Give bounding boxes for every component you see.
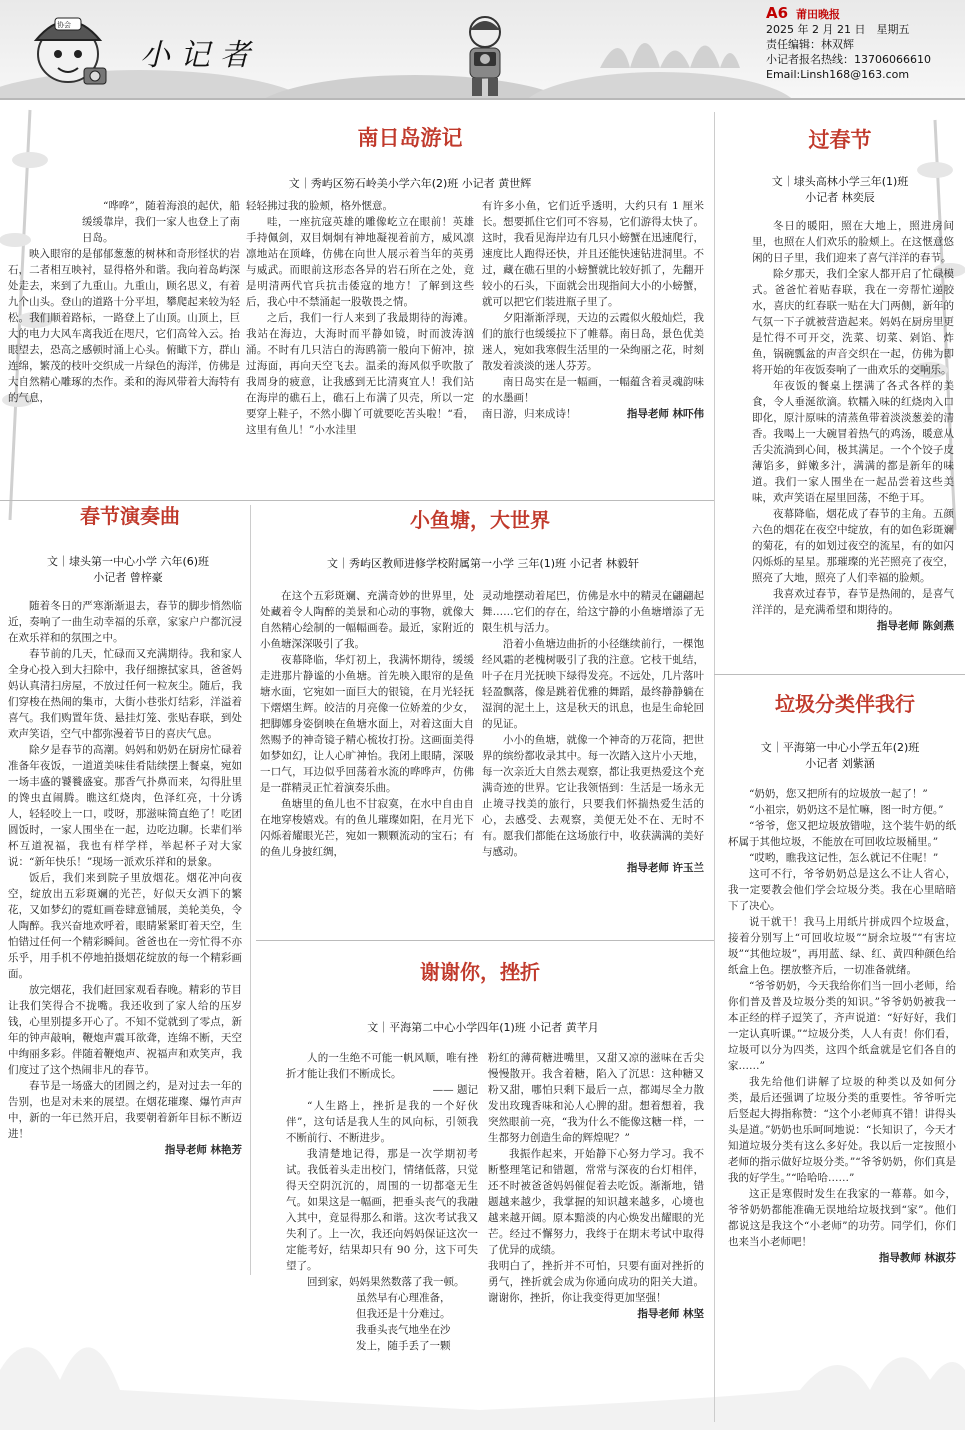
paragraph: 哇，一座抗寇英雄的雕像屹立在眼前！英雄手持佩剑，双目炯炯有神地凝视着前方，威风凛凛地站在顶峰，仿佛在向世人展示着当年的英勇与威武。而眼前这形态各异的岩石所在之处，竟是明清两代官兵抗击倭寇的地方！了解到这些后，我心中不禁涌起一股敬畏之情。: [246, 216, 474, 308]
paragraph: 我喜欢过春节，春节是热闹的，是喜气洋洋的，是充满希望和期待的。: [752, 588, 954, 616]
paragraph: 夜幕降临，华灯初上，我满怀期待，缓缓走进那片静谧的小鱼塘。首先映入眼帘的是鱼塘水面，它宛如一面巨大的银镜，在月光轻抚下熠熠生辉。皎洁的月亮像一位娇羞的少女，把脚娜身姿倒映在鱼塘水面上，对着这面大自然赐予的神奇镜子精心梳妆打扮。这画面美得如梦如幻，让人心旷神怡。我闭上眼睛，深吸一口气，耳边似乎回荡着水流的哗哗声，仿佛是一群精灵正忙着演奏乐曲。: [260, 654, 474, 794]
text-line: 发上，随手丢了一颗: [356, 1340, 451, 1352]
paragraph: “爷爷，您又把垃圾放错啦，这个装牛奶的纸杯属于其他垃圾，不能放在可回收垃圾桶里。”: [728, 820, 956, 848]
narrow-text-block: [286, 1290, 478, 1354]
paragraph: 我明白了，挫折并不可怕，只要有面对挫折的勇气，挫折就会成为你通向成功的阳关大道。谢谢你，挫折，你让我变得更加坚强！: [488, 1260, 704, 1304]
byline-fish-pond: 文｜秀屿区教师进修学校附属第一小学 三年(1)班 小记者 林毅轩: [326, 557, 640, 570]
article-title-spring-symphony: 春节演奏曲: [80, 504, 180, 528]
kid-with-camera-icon: [450, 10, 520, 98]
paragraph: 春节是一场盛大的团圆之约，是对过去一年的告别，也是对未来的展望。在烟花璀璨、爆竹声声中，新的一年已然开启，我要朝着新年目标不断迈进！: [8, 1080, 242, 1140]
issue-date: 2025 年 2 月 21 日 星期五: [766, 23, 910, 36]
paragraph: 鱼塘里的鱼儿也不甘寂寞，在水中自由自在地穿梭嬉戏。有的鱼儿璀璨如阳，在月光下闪烁着耀眼光芒，宛如一颗颗流动的宝石；有的鱼儿身披红绸，: [260, 798, 474, 858]
paragraph: 随着冬日的严寒渐渐退去，春节的脚步悄然临近，奏响了一曲生动幸福的乐章，家家户户都沉浸在欢乐祥和的氛围之中。: [8, 600, 242, 644]
paragraph: 之后，我们一行人来到了我最期待的海滩。我站在海边，大海时而平静如镜，时而波涛汹涌。不时有几只洁白的海鸥箭一般向下俯冲，掠过海面，再向天空飞去。温柔的海风似乎吹散了我周身的疲意，让我感到无比清爽宜人！我们站在海岸的礁石上，礁石上布满了贝壳，所以一定要穿上鞋子，不然小脚丫可就要吃苦头啦！“看，这里有鱼儿！”小水洼里: [246, 312, 474, 436]
paragraph: 沿着小鱼塘边曲折的小径继续前行，一棵饱经风霜的老槐树吸引了我的注意。它枝干虬结，叶子在月光抚映下绿得发亮。不远处，几片落叶轻盈飘落，像是跳着优雅的舞蹈，最终静静躺在湿润的泥土上，这是秋天的讯息，也是生命轮回的见证。: [482, 638, 704, 730]
paragraph: 轻轻拂过我的脸颊，格外惬意。: [246, 200, 393, 212]
paragraph: 除夕那天，我们全家人都开启了忙碌模式。爸爸忙着贴春联，我在一旁帮忙递胶水，喜庆的红春联一贴在大门两侧，新年的气氛一下子就被营造起来。妈妈在厨房里更是忙得不可开交，洗菜、切菜、剁馅、炸鱼，锅碗瓢盆的声音交织在一起，仿佛为即将开始的年夜饭奏响了一曲欢乐的交响乐。: [752, 268, 954, 376]
grass-decoration-icon: [600, 8, 740, 68]
paragraph: 年夜饭的餐桌上摆满了各式各样的美食，令人垂涎欲滴。软糯入味的红烧肉入口即化，原汁原味的清蒸鱼带着淡淡葱姜的清香。我喝上一大碗冒着热气的鸡汤，暖意从舌尖流淌到心间，极其满足。一个个饺子皮薄馅多，鲜嫩多汁，满满的都是新年的味道。我们一家人围坐在一起品尝着这些美味，欢声笑语在屋里回荡，不绝于耳。: [752, 380, 954, 504]
paragraph: 南日游，归来成诗！: [482, 408, 577, 420]
paragraph: 南日岛实在是一幅画，一幅蕴含着灵魂韵味的水墨画！: [482, 376, 704, 404]
paragraph: “人生路上，挫折是我的一个好伙伴”，这句话是我人生的风向标，引领我不断前行、不断进步。: [286, 1100, 478, 1144]
text-line: 我垂头丧气地坐在沙: [356, 1324, 451, 1336]
paragraph: 夜幕降临，烟花成了春节的主角。五颜六色的烟花在夜空中绽放，有的如色彩斑斓的菊花，有的如划过夜空的流星，有的如闪闪烁烁的星星。那璀璨的光芒照亮了夜空，照亮了大地，照亮了人们幸福的脸颊。: [752, 508, 954, 584]
paragraph: “哎哟，瞧我这记性，怎么就记不住呢！”: [749, 852, 939, 864]
article-column-fish-pond-2: [482, 588, 704, 938]
paragraph: 饭后，我们来到院子里放烟花。烟花冲向夜空，绽放出五彩斑斓的光芒，好似天女洒下的繁花，又如梦幻的霓虹画卷肆意铺展，美轮美奂，令人陶醉。我兴奋地欢呼着，眼睛紧紧盯着天空，生怕错过任何一个精彩瞬间。爸爸也在一旁忙得不亦乐乎，用手机不停地拍摄烟花绽放的每一个精彩画面。: [8, 872, 242, 980]
text-line: 但我还是十分难过。: [356, 1308, 451, 1320]
article-title-setback: 谢谢你，挫折: [420, 960, 540, 984]
page-number: A6: [766, 4, 789, 22]
mascot-badge: 协会: [57, 21, 71, 29]
teacher-credit: 指导老师 林艳芳: [164, 1144, 242, 1156]
paragraph: 粉红的薄荷糖进嘴里，又甜又凉的滋味在舌尖慢慢散开。我含着糖，陷入了沉思：这种糖又粉又甜，哪怕只剩下最后一点，都竭尽全力散发出玫瑰香味和沁人心脾的甜。想着想着，我突然眼前一亮，“我为什么不能像这糖一样，一生都努力创造生命的辉煌呢？”: [488, 1052, 704, 1144]
byline-line: 文｜埭头第一中心小学 六年(6)班: [46, 555, 210, 568]
byline-spring-symphony: [10, 554, 246, 586]
byline-line: 小记者 刘紫涵: [805, 757, 875, 770]
text-line: 虽然早有心理准备，: [356, 1292, 451, 1304]
section-divider: [714, 674, 965, 675]
section-divider: [256, 940, 714, 941]
column-divider: [250, 505, 251, 1275]
paragraph: “哗哗”，随着海浪的起伏，船缓缓靠岸，我们一家人也登上了南日岛。: [82, 200, 240, 244]
paragraph: “小祖宗，奶奶这不是忙嘛，图一时方便。”: [749, 804, 944, 816]
masthead: [0, 0, 965, 100]
teacher-credit: 指导老师 林坚: [637, 1308, 704, 1320]
paragraph: 回到家，妈妈果然数落了我一顿。: [307, 1276, 465, 1288]
article-column-setback-1: [286, 1050, 478, 1390]
paragraph: 我振作起来，开始静下心努力学习。我不断整理笔记和错题，常常与深夜的台灯相伴，还不时被爸爸妈妈催促着去吃饭。渐渐地，错题越来越少，我掌握的知识越来越多，心境也越来越开阔。原本黯淡的内心焕发出耀眼的光芒。经过不懈努力，我终于在期末考试中取得了优异的成绩。: [488, 1148, 704, 1256]
paragraph: “奶奶，您又把所有的垃圾放一起了！”: [749, 788, 928, 800]
byline-nanri: 文｜秀屿区笏石岭美小学六年(2)班 小记者 黄世辉: [288, 177, 532, 190]
epigraph-signature: —— 题记: [432, 1084, 478, 1096]
teacher-credit: 指导教师 林淑芬: [878, 1252, 956, 1264]
byline-line: 文｜埭头高林小学三年(1)班: [771, 175, 909, 188]
paragraph: 我清楚地记得，那是一次学期初考试。我低着头走出校门，情绪低落，只觉得天空阴沉沉的，周围的一切都毫无生气。如果这是一幅画，把垂头丧气的我融入其中，竟显得那么和谐。这次考试我又失利了。上一次，我还向妈妈保证这次一定能考好，结果却只有 90 分，这下可失望了。: [286, 1148, 478, 1272]
article-column-fish-pond-1: [260, 588, 474, 938]
column-divider: [714, 112, 715, 1422]
article-body-spring-festival: [752, 218, 954, 670]
byline-line: 小记者 林奕辰: [805, 191, 875, 204]
byline-spring-festival: [722, 174, 958, 206]
hotline: 小记者报名热线：13706066610: [766, 53, 931, 66]
reporter-mascot-icon: [22, 4, 114, 96]
paragraph: 除夕是春节的高潮。妈妈和奶奶在厨房忙碌着准备年夜饭，一道道美味佳肴陆续摆上餐桌，宛如一场丰盛的饕餮盛宴。那香气扑鼻而来，勾得肚里的馋虫直闹腾。瞧这红烧肉，色泽红亮，十分诱人，轻轻咬上一口，哎呀，那滋味简直绝了！吃团圆饭时，一家人围坐在一起，边吃边聊。长辈们举杯互道祝福，我也有样学样，举起杯子对大家说：“新年快乐！”现场一派欢乐祥和的景象。: [8, 744, 242, 868]
editor: 责任编辑：林双辉: [766, 38, 854, 51]
teacher-credit: 指导老师 许玉兰: [626, 862, 704, 874]
article-title-spring-festival: 过春节: [808, 128, 872, 152]
paragraph: 灵动地摆动着尾巴，仿佛是水中的精灵在翩翩起舞……它们的存在，给这宁静的小鱼塘增添了无限生机与活力。: [482, 590, 704, 634]
byline-line: 小记者 曾梓豪: [93, 571, 163, 584]
article-body-spring-symphony: [8, 598, 242, 1282]
paragraph: 这可不行，爷爷奶奶总是这么不让人省心，我一定要教会他们学会垃圾分类。我在心里暗暗下了决心。: [728, 868, 956, 912]
article-column-setback-2: [488, 1050, 704, 1402]
article-title-nanri: 南日岛游记: [357, 126, 463, 150]
byline-line: 文｜平海第一中心小学五年(2)班: [760, 741, 920, 754]
paragraph: 冬日的暖阳，照在大地上，照进房间里，也照在人们欢乐的脸颊上。在这惬意悠闲的日子里，我们迎来了喜气洋洋的春节。: [752, 220, 954, 264]
page-meta: [766, 6, 961, 82]
paragraph: “爷爷奶奶，今天我给你们当一回小老师，给你们普及普及垃圾分类的知识。”爷爷奶奶被我一本正经的样子逗笑了，齐声说道：“好好好，我们一定认真听课。”“垃圾分类，人人有责！你们看，垃圾可以分为四类，这四个纸盒就是它们各自的家……”: [728, 980, 956, 1072]
article-title-garbage-sorting: 垃圾分类伴我行: [775, 692, 915, 716]
paper-logo: 莆田晚报: [796, 8, 841, 21]
paragraph: 小小的鱼塘，就像一个神奇的万花筒，把世界的缤纷都收录其中。每一次踏入这片小天地，每一次亲近大自然去观察，都让我更热爱这个充满奇迹的世界。它让我领悟到：生活是一场永无止境寻找美的旅行，只要我们怀揣热爱生活的心，去感受、去观察，美便无处不在、无时不有。愿我们都能在这场旅行中，收获满满的美好与感动。: [482, 734, 704, 858]
article-title-fish-pond: 小鱼塘，大世界: [410, 508, 550, 532]
paragraph: 映入眼帘的是郁郁葱葱的树林和奇形怪状的岩石，二者相互映衬，显得格外和谐。我向着岛屿深处走去，来到了九重山。九重山，顾名思义，有着九个山头。登山的道路十分平坦，攀爬起来较为轻松。我们顺着路标，一路登上了山顶。山顶上，巨大的电力大风车离我近在咫尺，它们高耸入云。抬眼望去，恐高之感顿时涌上心头。俯瞰下方，群山连绵，繁茂的枝叶交织成一片绿色的海洋，仿佛是大自然精心雕琢的杰作。柔和的海风带着大海特有的气息，: [8, 248, 240, 404]
hill-decoration: [520, 72, 800, 100]
paragraph: 人的一生绝不可能一帆风顺，唯有挫折才能让我们不断成长。: [286, 1052, 478, 1080]
paragraph: 我先给他们讲解了垃圾的种类以及如何分类，最后还强调了垃圾分类的重要性。爷爷听完后竖起大拇指称赞：“这个小老师真不错！讲得头头是道。”奶奶也乐呵呵地说：“长知识了，今天才知道垃圾分类有这么多好处。我以后一定按照小老师的指示做好垃圾分类。”“爷爷奶奶，你们真是我的好学生。”“哈哈哈……”: [728, 1076, 956, 1184]
teacher-credit: 指导老师 陈剑燕: [876, 620, 954, 632]
paragraph: 在这个五彩斑斓、充满奇妙的世界里，处处藏着令人陶醉的美景和心动的事物，就像大自然精心绘制的一幅幅画卷。最近，家附近的小鱼塘深深吸引了我。: [260, 590, 474, 650]
article-column-nanri-2: [246, 198, 474, 490]
paragraph: 说干就干！我马上用纸片拼成四个垃圾盒，接着分别写上“可回收垃圾”“厨余垃圾”“有害垃圾”“其他垃圾”，再用蓝、绿、红、黄四种颜色给纸盒上色。摆放整齐后，一切准备就绪。: [728, 916, 956, 976]
article-column-nanri-1: [8, 198, 240, 490]
paragraph: 有许多小鱼，它们近乎透明，大约只有 1 厘米长。想要抓住它们可不容易，它们游得太快了。这时，我看见海岸边有几只小螃蟹在迅速爬行，速度比人跑得还快，并且还能快速钻进洞里。不过，藏在礁石里的小螃蟹就比较好抓了，先翻开较小的石头，下面就会出现指间大小的小螃蟹，就可以把它们装进瓶子里了。: [482, 200, 704, 308]
byline-setback: 文｜平海第二中心小学四年(1)班 小记者 黄芊月: [367, 1021, 599, 1034]
byline-garbage-sorting: [722, 740, 958, 772]
teacher-credit: 指导老师 林吓伟: [626, 408, 704, 420]
paragraph: 夕阳渐渐浮现，天边的云霞似火般灿烂，我们的旅行也缓缓拉下了帷幕。南日岛，景色优美迷人，宛如我寒假生活里的一朵绚丽之花，时刻散发着淡淡的迷人芬芳。: [482, 312, 704, 372]
article-body-garbage-sorting: [728, 786, 956, 1408]
paragraph: 放完烟花，我们赶回家观看春晚。精彩的节目让我们笑得合不拢嘴。我还收到了家人给的压岁钱，心里别提多开心了。不知不觉就到了零点，新年的钟声敲响，鞭炮声震耳欲聋，连绵不断，天空中绚丽多彩。伴随着鞭炮声、祝福声和欢笑声，我们度过了这个热闹非凡的春节。: [8, 984, 242, 1076]
email-link[interactable]: Email:Linsh168@163.com: [766, 68, 910, 81]
article-column-nanri-3: [482, 198, 704, 494]
section-name: 小记者: [140, 38, 260, 73]
paragraph: 春节前的几天，忙碌而又充满期待。我和家人全身心投入到大扫除中，我仔细擦拭家具，爸爸妈妈认真清扫房屋，不放过任何一粒灰尘。随后，我们穿梭在热闹的集市，大街小巷张灯结彩，洋溢着喜气。我们购置年货、悬挂灯笼、张贴春联，到处欢声笑语，空气中都弥漫着节日的喜庆气息。: [8, 648, 242, 740]
paragraph: 这正是寒假时发生在我家的一幕幕。如今，爷爷奶奶都能准确无误地给垃圾找到“家”。他们都说这是我这个“小老师”的功劳。同学们，你们也来当小老师吧！: [728, 1188, 956, 1248]
